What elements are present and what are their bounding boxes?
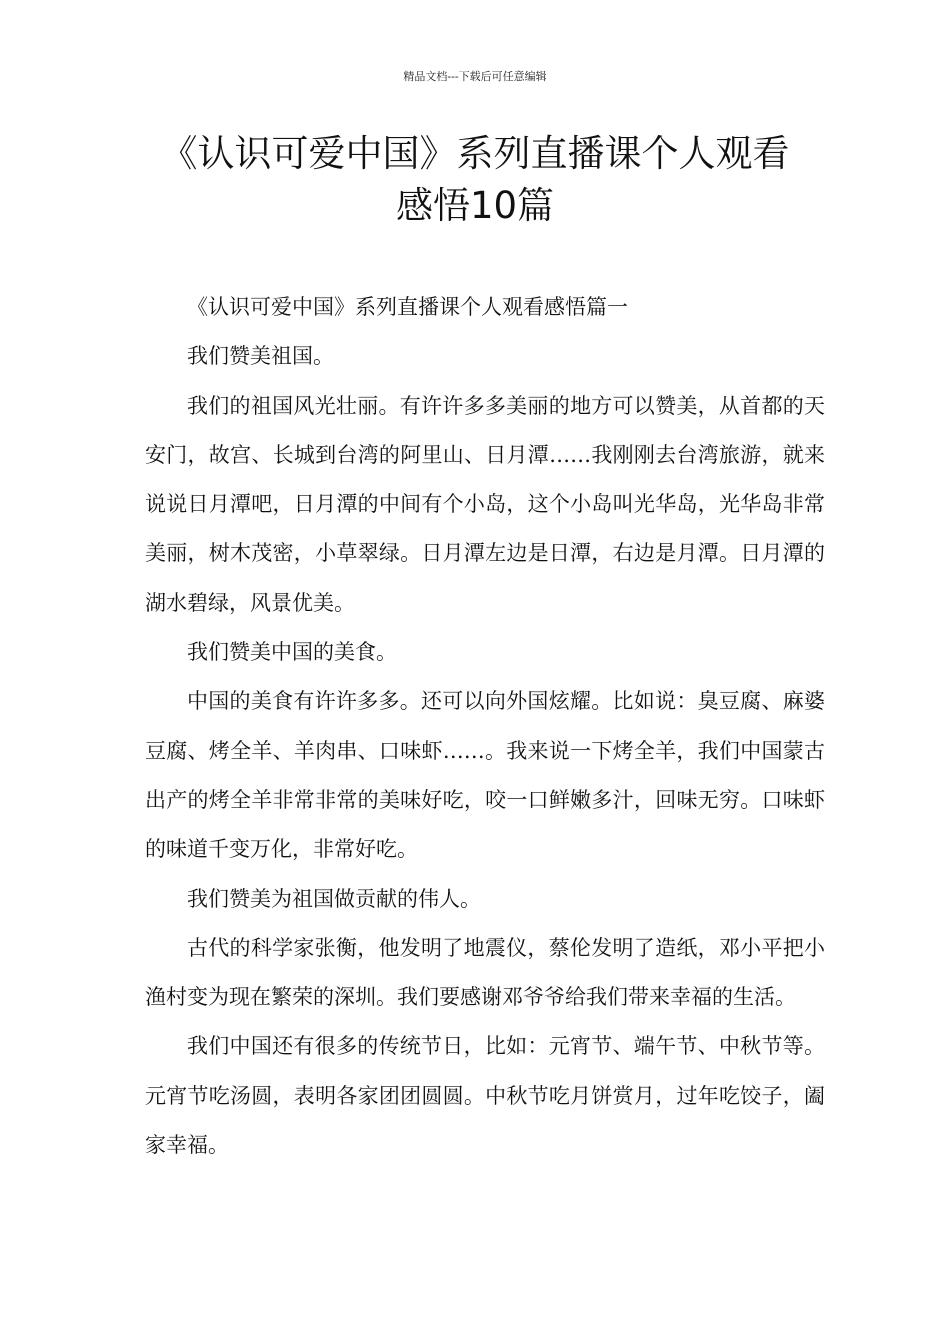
header-note: 精品文档---下载后可任意编辑 bbox=[403, 70, 547, 83]
paragraph: 我们赞美中国的美食。 bbox=[187, 640, 397, 665]
paragraph: 我们赞美为祖国做贡献的伟人。 bbox=[187, 886, 481, 911]
paragraph: 古代的科学家张衡，他发明了地震仪，蔡伦发明了造纸，邓小平把小渔村变为现在繁荣的深圳。我们要感谢邓爷爷给我们带来幸福的生活。 bbox=[145, 935, 825, 1010]
document-title bbox=[95, 128, 855, 232]
paragraph: 我们中国还有很多的传统节日，比如：元宵节、端午节、中秋节等。元宵节吃汤圆，表明各家团团圆圆。中秋节吃月饼赏月，过年吃饺子，阖家幸福。 bbox=[145, 1034, 825, 1158]
title-line-2: 感悟10篇 bbox=[395, 184, 555, 227]
section-heading: 《认识可爱中国》系列直播课个人观看感悟篇一 bbox=[187, 295, 628, 319]
title-line-1: 《认识可爱中国》系列直播课个人观看 bbox=[160, 132, 790, 175]
paragraph: 我们赞美祖国。 bbox=[187, 344, 334, 369]
paragraph: 我们的祖国风光壮丽。有许许多多美丽的地方可以赞美，从首都的天安门，故宫、长城到台湾的阿里山、日月潭……我刚刚去台湾旅游，就来说说日月潭吧，日月潭的中间有个小岛，这个小岛叫光华岛，光华岛非常美丽，树木茂密，小草翠绿。日月潭左边是日潭，右边是月潭。日月潭的湖水碧绿，风景优美。 bbox=[145, 393, 825, 615]
document-body bbox=[145, 283, 825, 1170]
paragraph: 中国的美食有许许多多。还可以向外国炫耀。比如说：臭豆腐、麻婆豆腐、烤全羊、羊肉串、口味虾……。我来说一下烤全羊，我们中国蒙古出产的烤全羊非常非常的美味好吃，咬一口鲜嫩多汁，回味无穷。口味虾的味道千变万化，非常好吃。 bbox=[145, 689, 825, 862]
